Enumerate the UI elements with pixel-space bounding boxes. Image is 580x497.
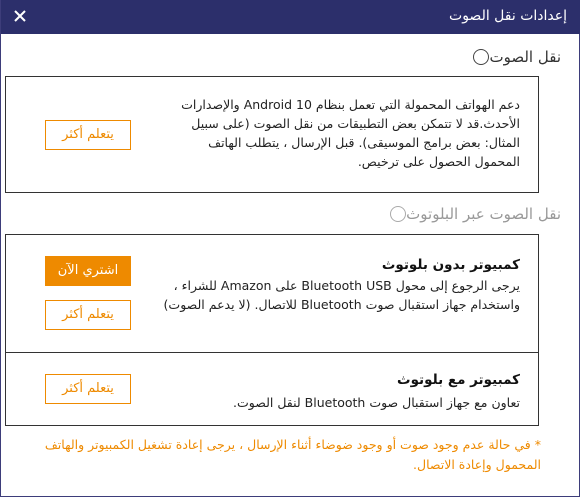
panel-divider — [6, 352, 538, 353]
with-bluetooth-description: تعاون مع جهاز استقبال صوت Bluetooth لنقل الصوت. — [233, 395, 520, 410]
no-bluetooth-title: كمبيوتر بدون بلوتوث — [381, 257, 520, 273]
radio-button-audio-transfer[interactable] — [473, 49, 489, 65]
with-bluetooth-title: كمبيوتر مع بلوتوث — [397, 372, 520, 388]
learn-more-button-transfer[interactable]: يتعلم أكثر — [45, 120, 131, 150]
learn-more-button-no-bluetooth[interactable]: يتعلم أكثر — [45, 300, 131, 330]
audio-transfer-panel — [5, 76, 539, 193]
troubleshoot-note: * في حالة عدم وجود صوت أو وجود ضوضاء أثناء الإرسال ، يرجى إعادة تشغيل الكمبيوتر والهاتف المحمول وإعادة الاتصال. — [44, 437, 541, 472]
learn-more-button-with-bluetooth[interactable]: يتعلم أكثر — [45, 374, 131, 404]
radio-label-bluetooth: نقل الصوت عبر البلوتوث — [406, 205, 561, 223]
window-title: إعدادات نقل الصوت — [449, 8, 567, 24]
radio-label-audio-transfer: نقل الصوت — [489, 48, 561, 66]
title-bar — [1, 0, 580, 34]
no-bluetooth-description: يرجى الرجوع إلى محول Bluetooth USB على Amazon للشراء ، واستخدام جهاز استقبال صوت Bluetooth للاتصال. (لا يدعم الصوت) — [163, 278, 520, 312]
bluetooth-panel — [5, 234, 539, 426]
audio-transfer-description: دعم الهواتف المحمولة التي تعمل بنظام Android 10 والإصدارات الأحدث.قد لا تتمكن بعض التطبيقات من نقل الصوت (على سبيل المثال: بعض برامج الموسيقى). قبل الإرسال ، يتطلب الهاتف المحمول الحصول على ترخيص. — [181, 97, 520, 169]
radio-audio-transfer[interactable] — [467, 48, 561, 66]
radio-button-bluetooth[interactable] — [390, 206, 406, 222]
radio-bluetooth-transfer[interactable] — [384, 205, 561, 223]
close-icon[interactable] — [9, 5, 31, 27]
buy-now-button[interactable]: اشتري الآن — [45, 256, 131, 286]
